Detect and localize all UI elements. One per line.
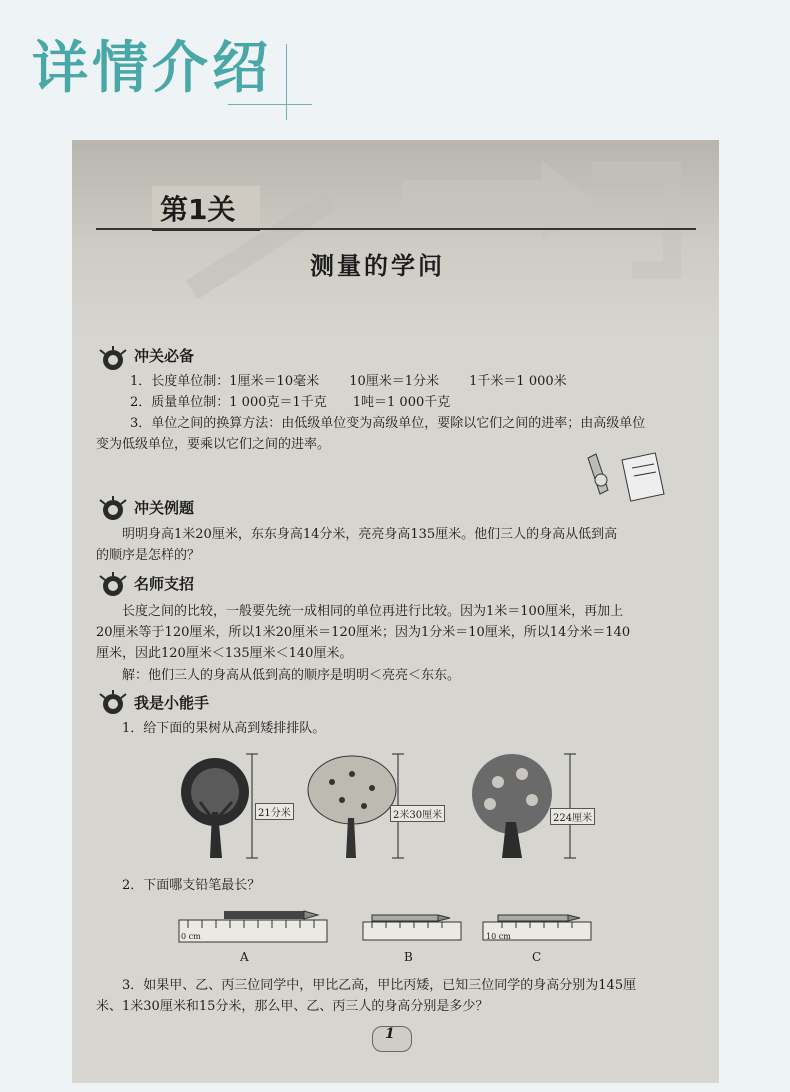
section-title-teacher: 名师支招 — [134, 575, 195, 593]
practice-question-2: 2．下面哪支铅笔最长？ — [122, 878, 261, 893]
ruler-c-start-mark: 10 cm — [486, 932, 511, 941]
section-lightbulb-icon — [96, 571, 134, 597]
prep-line-2: 2．质量单位制：1 000克＝1千克 1吨＝1 000千克 — [130, 395, 451, 410]
tree-3-height-label: 224厘米 — [550, 808, 595, 825]
header-title: 详情介绍 — [32, 36, 272, 101]
section-lightbulb-icon — [96, 495, 134, 521]
header-divider-horizontal — [228, 104, 312, 105]
header-divider-vertical — [286, 44, 287, 120]
pencil-a-label: A — [240, 950, 249, 964]
prep-line-4: 变为低级单位，要乘以它们之间的进率。 — [96, 437, 331, 452]
teacher-line-4: 解：他们三人的身高从低到高的顺序是明明＜亮亮＜东东。 — [122, 668, 461, 683]
example-line-1: 明明身高1米20厘米，东东身高14分米，亮亮身高135厘米。他们三人的身高从低到高 — [122, 527, 618, 542]
teacher-line-3: 厘米，因此120厘米＜135厘米＜140厘米。 — [96, 646, 353, 661]
prep-line-1: 1．长度单位制：1厘米＝10毫米 10厘米＝1分米 1千米＝1 000米 — [130, 374, 567, 389]
pencil-b-label: B — [404, 950, 413, 964]
prep-line-3: 3．单位之间的换算方法：由低级单位变为高级单位，要除以它们之间的进率；由高级单位 — [130, 416, 646, 431]
section-title-example: 冲关例题 — [134, 499, 195, 517]
ruler-a-zero-mark: 0 cm — [181, 932, 201, 941]
chapter-label: 第1关 — [160, 193, 236, 226]
ruler-b — [362, 914, 462, 942]
practice-question-1: 1．给下面的果树从高到矮排排队。 — [122, 721, 326, 736]
tree-1-height-label: 21分米 — [255, 803, 294, 820]
section-lightbulb-icon — [96, 689, 134, 715]
section-title-prep: 冲关必备 — [134, 347, 195, 365]
pencil-calendar-clipart — [582, 450, 668, 506]
pencil-c-label: C — [532, 950, 542, 964]
section-title-practice: 我是小能手 — [134, 694, 210, 712]
teacher-line-2: 20厘米等于120厘米，所以1米20厘米＝120厘米；因为1分米＝10厘米，所以14分米＝140 — [96, 625, 631, 640]
page-number: 1 — [385, 1026, 395, 1042]
background-arrows-decoration — [72, 140, 719, 340]
book-page — [72, 140, 719, 1083]
teacher-line-1: 长度之间的比较，一般要先统一成相同的单位再进行比较。因为1米＝100厘米，再加上 — [122, 604, 624, 619]
practice-question-3-line-1: 3．如果甲、乙、丙三位同学中，甲比乙高，甲比丙矮，已知三位同学的身高分别为145厘 — [122, 978, 637, 993]
tree-2-height-label: 2米30厘米 — [390, 805, 445, 822]
section-lightbulb-icon — [96, 345, 134, 371]
tree-illustration-3 — [452, 752, 602, 862]
chapter-rule — [96, 228, 696, 230]
example-line-2: 的顺序是怎样的？ — [96, 548, 201, 563]
practice-question-3-line-2: 米、1米30厘米和15分米，那么甲、乙、丙三人的身高分别是多少？ — [96, 999, 489, 1014]
lesson-title: 测量的学问 — [310, 252, 445, 280]
